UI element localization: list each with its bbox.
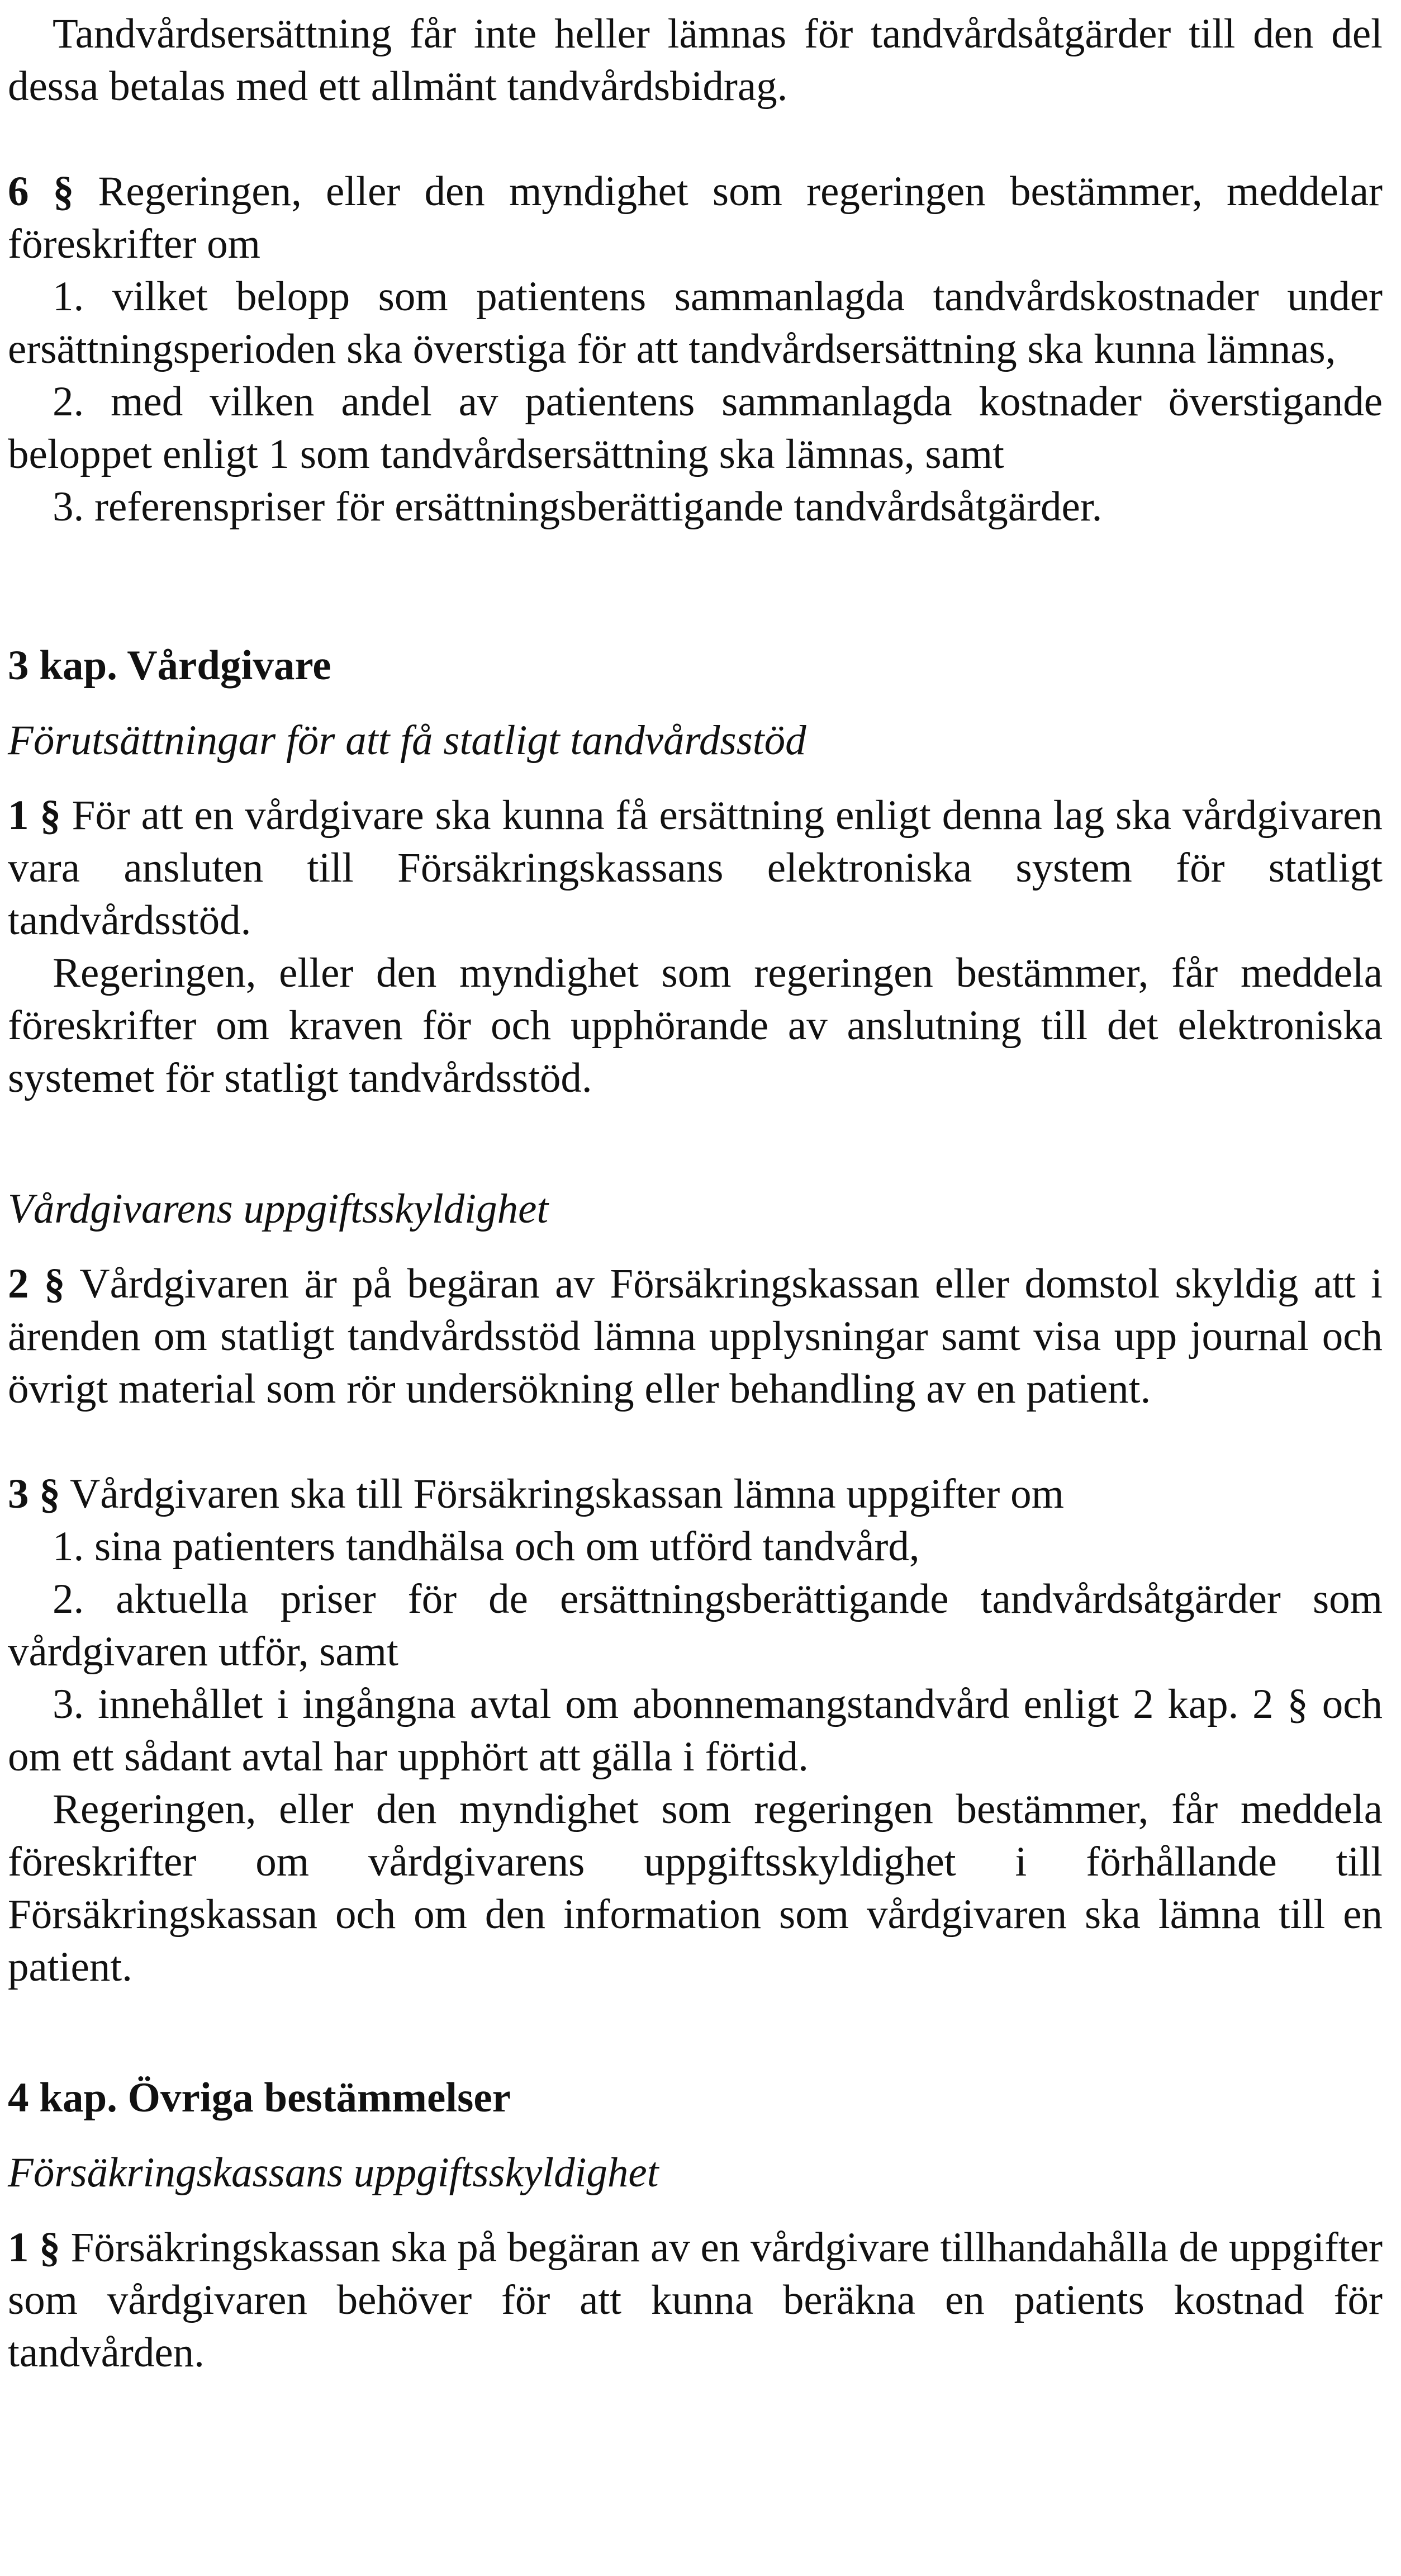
chapter-3-subheading-1: Förutsättningar för att få statligt tandvårdsstöd bbox=[8, 717, 806, 764]
chapter-3-section-3-item-3: 3. innehållet i ingångna avtal om abonnemangstandvård enligt 2 kap. 2 § och om ett sådant avtal har upphört att gälla i förtid. bbox=[8, 1681, 1383, 1780]
chapter-3-subheading-2: Vårdgivarens uppgiftsskyldighet bbox=[8, 1186, 549, 1232]
chapter-4-heading: 4 kap. Övriga bestämmelser bbox=[8, 2075, 511, 2121]
chapter-3-heading: 3 kap. Vårdgivare bbox=[8, 642, 331, 689]
chapter-3-section-3-number: 3 § bbox=[8, 1471, 60, 1517]
chapter-3-section-1-paragraph bbox=[8, 789, 1383, 947]
chapter-4-section-1-number: 1 § bbox=[8, 2224, 60, 2271]
chapter-3-section-3-item-1: 1. sina patienters tandhälsa och om utförd tandvård, bbox=[53, 1523, 920, 1570]
chapter-4-section-1-paragraph bbox=[8, 2222, 1383, 2379]
chapter-3-section-1-number: 1 § bbox=[8, 792, 61, 839]
chapter-3-section-1-paragraph-2: Regeringen, eller den myndighet som regeringen bestämmer, får meddela föreskrifter om kraven för och upphörande av anslutning till det elektroniska systemet för statligt tandvårdsstöd. bbox=[8, 950, 1383, 1101]
chapter-3-section-3-paragraph bbox=[8, 1468, 1383, 1521]
chapter-3-section-3-text: Vårdgivaren ska till Försäkringskassan lämna uppgifter om bbox=[60, 1471, 1064, 1517]
chapter-3-section-3-item-2: 2. aktuella priser för de ersättningsberättigande tandvårdsåtgärder som vårdgivaren utför, samt bbox=[8, 1576, 1383, 1675]
chapter-3-section-1-text: För att en vårdgivare ska kunna få ersättning enligt denna lag ska vårdgivaren vara ansluten till Försäkringskassans elektroniska system för statligt tandvårdsstöd. bbox=[8, 792, 1383, 944]
chapter-3-section-2-number: 2 § bbox=[8, 1261, 65, 1307]
chapter-3-section-3-paragraph-2: Regeringen, eller den myndighet som regeringen bestämmer, får meddela föreskrifter om vårdgivarens uppgiftsskyldighet i förhållande till Försäkringskassan och om den information som vårdgivaren ska lämna till en patient. bbox=[8, 1786, 1383, 1990]
section-6-paragraph bbox=[8, 165, 1383, 271]
chapter-4-subheading-1: Försäkringskassans uppgiftsskyldighet bbox=[8, 2149, 659, 2196]
section-6-number: 6 § bbox=[8, 168, 74, 215]
paragraph-intro: Tandvårdsersättning får inte heller lämnas för tandvårdsåtgärder till den del dessa betalas med ett allmänt tandvårdsbidrag. bbox=[8, 11, 1383, 110]
section-6-item-1: 1. vilket belopp som patientens sammanlagda tandvårdskostnader under ersättningsperioden ska överstiga för att tandvårdsersättning ska kunna lämnas, bbox=[8, 273, 1383, 372]
chapter-3-section-2-paragraph bbox=[8, 1258, 1383, 1415]
chapter-4-section-1-text: Försäkringskassan ska på begäran av en vårdgivare tillhandahålla de uppgifter som vårdgivaren behöver för att kunna beräkna en patients kostnad för tandvården. bbox=[8, 2224, 1383, 2376]
chapter-3-section-2-text: Vårdgivaren är på begäran av Försäkringskassan eller domstol skyldig att i ärenden om statligt tandvårdsstöd lämna upplysningar samt visa upp journal och övrigt material som rör undersökning eller behandling av en patient. bbox=[8, 1261, 1383, 1412]
document-body bbox=[8, 8, 1383, 2379]
section-6-item-3: 3. referenspriser för ersättningsberättigande tandvårdsåtgärder. bbox=[53, 484, 1103, 530]
section-6-item-2: 2. med vilken andel av patientens sammanlagda kostnader överstigande beloppet enligt 1 som tandvårdsersättning ska lämnas, samt bbox=[8, 378, 1383, 477]
section-6-text: Regeringen, eller den myndighet som regeringen bestämmer, meddelar föreskrifter om bbox=[8, 168, 1383, 267]
